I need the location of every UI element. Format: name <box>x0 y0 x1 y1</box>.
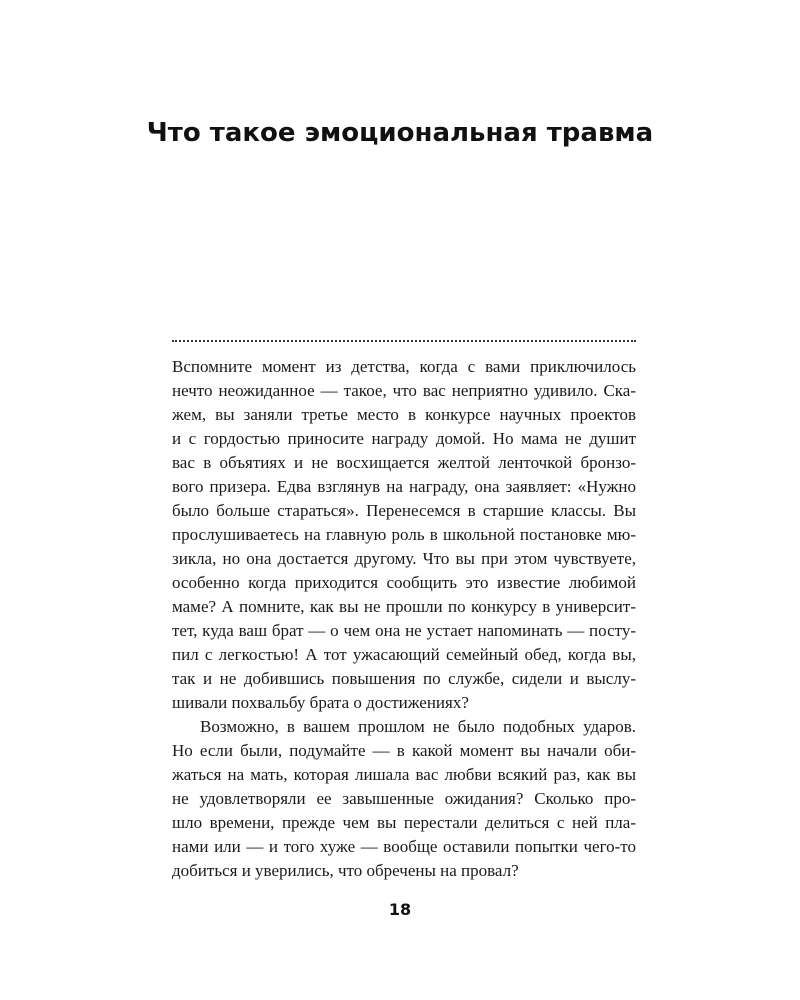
text-line: было больше стараться». Перенесемся в старшие классы. Вы <box>172 501 636 520</box>
text-line: пил с легкостью! А тот ужасающий семейный обед, когда вы, <box>172 645 636 664</box>
text-line: вас в объятиях и не восхищается желтой ленточкой бронзо- <box>172 453 636 472</box>
text-line: и с гордостью приносите награду домой. Но мама не душит <box>172 429 636 448</box>
text-line: прослушиваетесь на главную роль в школьной постановке мю- <box>172 525 636 544</box>
text-line: зикла, но она достается другому. Что вы при этом чувствуете, <box>172 549 636 568</box>
body-text <box>172 355 636 883</box>
text-line: нами или — и того хуже — вообще оставили попытки чего-то <box>172 837 636 856</box>
text-line: жем, вы заняли третье место в конкурсе научных проектов <box>172 405 636 424</box>
text-line: так и не добившись повышения по службе, сидели и выслу- <box>172 669 636 688</box>
text-line: шивали похвальбу брата о достижениях? <box>172 693 469 712</box>
text-line: шло времени, прежде чем вы перестали делиться с ней пла- <box>172 813 636 832</box>
text-line: не удовлетворяли ее завышенные ожидания? Сколько про- <box>172 789 636 808</box>
text-line: особенно когда приходится сообщить это известие любимой <box>172 573 636 592</box>
text-line: Но если были, подумайте — в какой момент вы начали оби- <box>172 741 636 760</box>
text-line: тет, куда ваш брат — о чем она не устает напоминать — посту- <box>172 621 636 640</box>
text-line: нечто неожиданное — такое, что вас неприятно удивило. Ска- <box>172 381 636 400</box>
chapter-title: Что такое эмоциональная травма <box>146 118 654 148</box>
text-line: Возможно, в вашем прошлом не было подобных ударов. <box>200 717 636 736</box>
text-line: маме? А помните, как вы не прошли по конкурсу в университ- <box>172 597 636 616</box>
dotted-divider <box>172 340 636 342</box>
text-line: вого призера. Едва взглянув на награду, она заявляет: «Нужно <box>172 477 636 496</box>
page-number: 18 <box>388 900 412 919</box>
text-line: Вспомните момент из детства, когда с вами приключилось <box>172 357 636 376</box>
text-line: добиться и уверились, что обречены на провал? <box>172 861 519 880</box>
text-line: жаться на мать, которая лишала вас любви всякий раз, как вы <box>172 765 636 784</box>
